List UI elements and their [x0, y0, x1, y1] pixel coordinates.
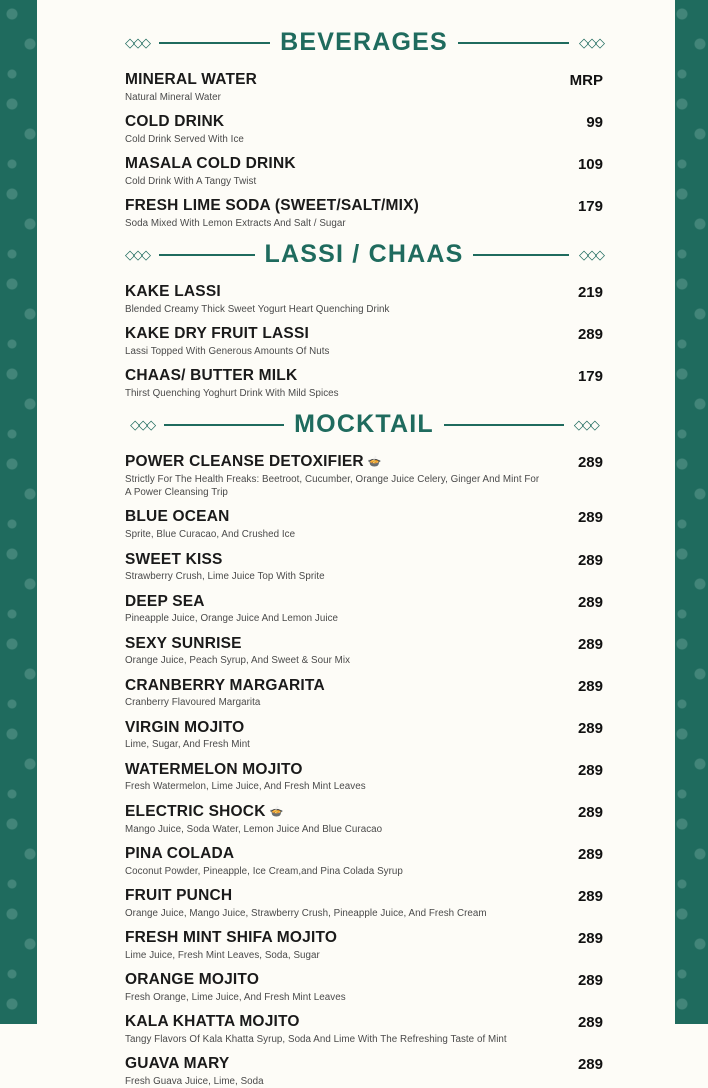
section-header: [125, 410, 603, 439]
menu-item-name: KAKE LASSI: [125, 283, 221, 301]
menu-item-description: Mango Juice, Soda Water, Lemon Juice And Blue Curacao: [125, 823, 383, 835]
menu-item-description: Sprite, Blue Curacao, And Crushed Ice: [125, 529, 296, 541]
section-rule-right: [444, 424, 564, 426]
menu-item-text: [125, 508, 557, 541]
menu-item: [125, 971, 603, 1004]
menu-item-text: [125, 761, 557, 794]
menu-item-description: Pineapple Juice, Orange Juice And Lemon Juice: [125, 613, 339, 625]
menu-item: [125, 508, 603, 541]
menu-item-price: MRP: [569, 72, 603, 89]
menu-item-name: MINERAL WATER: [125, 71, 258, 88]
menu-item-description: Natural Mineral Water: [125, 91, 221, 103]
menu-item-price: 289: [577, 845, 603, 863]
menu-item-price: 99: [586, 114, 603, 132]
menu-item-text: [125, 719, 557, 752]
menu-item-text: [125, 113, 557, 146]
left-decorative-border: [0, 0, 42, 1024]
menu-item: [125, 453, 603, 499]
menu-item-name-row: [125, 845, 543, 863]
menu-item-text: [125, 677, 557, 710]
menu-item-price: 289: [577, 803, 603, 821]
menu-item: [125, 929, 603, 962]
menu-item-name: ORANGE MOJITO: [125, 970, 260, 988]
section-rule-left: [159, 254, 255, 256]
menu-item-price: 289: [577, 593, 603, 611]
menu-item-description: Cold Drink With A Tangy Twist: [125, 175, 257, 187]
menu-item: [125, 803, 603, 836]
menu-item-text: [125, 551, 557, 584]
menu-item-price: 179: [577, 368, 603, 386]
menu-item: [125, 887, 603, 920]
menu-item-name-row: [125, 1013, 543, 1031]
diamond-ornament-icon: ◇◇◇: [125, 247, 149, 263]
menu-item-name: SWEET KISS: [125, 550, 223, 568]
menu-item-name: WATERMELON MOJITO: [125, 760, 303, 778]
menu-item-description: Soda Mixed With Lemon Extracts And Salt / Sugar: [125, 217, 346, 229]
left-border-edge: [37, 0, 42, 1024]
menu-item: [125, 197, 603, 230]
menu-item: [125, 719, 603, 752]
menu-item: [125, 845, 603, 878]
menu-item-name-row: [125, 635, 543, 653]
menu-item: [125, 113, 603, 146]
menu-item-description: Blended Creamy Thick Sweet Yogurt Heart Quenching Drink: [125, 303, 390, 315]
menu-item-price: 289: [577, 971, 603, 989]
menu-item-text: [125, 971, 557, 1004]
menu-item-description: Cranberry Flavoured Margarita: [125, 697, 261, 709]
menu-item-name-row: [125, 803, 543, 821]
chef-special-icon: 🍲: [269, 805, 284, 818]
diamond-ornament-icon: ◇◇◇: [130, 417, 155, 433]
menu-item: [125, 551, 603, 584]
menu-item-text: [125, 1055, 557, 1088]
menu-item-description: Strictly For The Health Freaks: Beetroot, Cucumber, Orange Juice Celery, Ginger And Mint For A Power Cleansing Trip: [125, 474, 540, 499]
menu-item-text: [125, 453, 557, 499]
menu-item-description: Orange Juice, Peach Syrup, And Sweet & Sour Mix: [125, 655, 351, 667]
menu-item-text: [125, 155, 557, 188]
menu-item-description: Cold Drink Served With Ice: [125, 133, 244, 145]
menu-item-price: 289: [577, 454, 603, 472]
menu-item-description: Fresh Guava Juice, Lime, Soda: [125, 1075, 264, 1087]
menu-item: [125, 593, 603, 626]
section-title: MOCKTAIL: [294, 410, 434, 439]
menu-item-name-row: [125, 929, 543, 947]
right-border-edge: [670, 0, 675, 1024]
menu-item-name: KAKE DRY FRUIT LASSI: [125, 325, 309, 343]
menu-section: [125, 240, 603, 400]
menu-item-name-row: [125, 155, 543, 173]
menu-item-name-row: [125, 887, 543, 905]
diamond-ornament-icon: ◇◇◇: [579, 247, 604, 263]
menu-item-text: [125, 635, 557, 668]
menu-item-description: Lassi Topped With Generous Amounts Of Nuts: [125, 345, 330, 357]
section-header: [125, 28, 603, 57]
menu-item-name-row: [125, 325, 543, 343]
menu-item-name-row: [125, 113, 543, 131]
menu-item-name: COLD DRINK: [125, 113, 225, 131]
diamond-ornament-icon: ◇◇◇: [579, 35, 604, 50]
menu-item-text: [125, 929, 557, 962]
menu-item-name-row: [125, 453, 543, 471]
menu-item-name: SEXY SUNRISE: [125, 634, 242, 652]
menu-item-name: ELECTRIC SHOCK: [125, 802, 266, 820]
menu-item-name: FRUIT PUNCH: [125, 886, 233, 904]
menu-item-price: 289: [577, 761, 603, 779]
menu-item-text: [125, 325, 557, 358]
menu-item-description: Strawberry Crush, Lime Juice Top With Sprite: [125, 571, 325, 583]
menu-item: [125, 635, 603, 668]
menu-item-name-row: [125, 971, 543, 989]
menu-item-price: 109: [577, 156, 603, 174]
diamond-ornament-icon: ◇◇◇: [125, 35, 149, 50]
menu-item: [125, 155, 603, 188]
menu-item-description: Coconut Powder, Pineapple, Ice Cream,and Pina Colada Syrup: [125, 865, 403, 877]
menu-item-description: Fresh Watermelon, Lime Juice, And Fresh Mint Leaves: [125, 781, 366, 793]
menu-item: [125, 325, 603, 358]
menu-item-price: 179: [577, 198, 603, 216]
section-rule-left: [164, 424, 284, 426]
menu-item-price: 219: [577, 284, 603, 302]
menu-item-name: GUAVA MARY: [125, 1054, 230, 1072]
pattern-texture-right: [670, 0, 708, 1024]
menu-item-name-row: [125, 761, 543, 779]
menu-item-price: 289: [577, 551, 603, 569]
menu-item-description: Orange Juice, Mango Juice, Strawberry Crush, Pineapple Juice, And Fresh Cream: [125, 907, 487, 919]
menu-item-name: POWER CLEANSE DETOXIFIER: [125, 453, 364, 471]
menu-item: [125, 367, 603, 400]
menu-item-name-row: [125, 367, 543, 385]
menu-item-text: [125, 1013, 557, 1046]
section-rule-right: [473, 254, 569, 256]
menu-item-text: [125, 845, 557, 878]
menu-content: [47, 0, 665, 1087]
menu-item-name-row: [125, 719, 543, 737]
menu-item-text: [125, 367, 557, 400]
menu-item: [125, 283, 603, 316]
menu-section: [125, 28, 603, 230]
section-rule-right: [458, 42, 569, 44]
menu-item-description: Fresh Orange, Lime Juice, And Fresh Mint Leaves: [125, 991, 346, 1003]
menu-item-price: 289: [577, 326, 603, 344]
menu-item-name-row: [125, 677, 543, 695]
menu-item-name: CRANBERRY MARGARITA: [125, 676, 325, 694]
diamond-ornament-icon: ◇◇◇: [573, 417, 598, 433]
menu-item-name-row: [125, 71, 543, 89]
menu-item-name: CHAAS/ BUTTER MILK: [125, 367, 298, 385]
menu-item-text: [125, 283, 557, 316]
menu-item-name: MASALA COLD DRINK: [125, 155, 296, 173]
menu-item: [125, 761, 603, 794]
menu-item-name: KALA KHATTA MOJITO: [125, 1012, 300, 1030]
menu-item-name: FRESH LIME SODA (SWEET/SALT/MIX): [125, 197, 420, 215]
pattern-texture-left: [0, 0, 42, 1024]
menu-item-description: Lime Juice, Fresh Mint Leaves, Soda, Sugar: [125, 949, 320, 961]
menu-item: [125, 71, 603, 104]
menu-item-name: PINA COLADA: [125, 844, 235, 862]
menu-item-name-row: [125, 508, 543, 526]
chef-special-icon: 🍲: [367, 456, 382, 469]
menu-item-name-row: [125, 1055, 543, 1073]
menu-item-description: Lime, Sugar, And Fresh Mint: [125, 739, 250, 751]
menu-item-name-row: [125, 593, 543, 611]
menu-item-price: 289: [577, 719, 603, 737]
menu-item-name-row: [125, 197, 543, 215]
menu-item: [125, 1013, 603, 1046]
menu-item-text: [125, 887, 557, 920]
menu-item-name: BLUE OCEAN: [125, 508, 230, 526]
menu-item-name: VIRGIN MOJITO: [125, 718, 245, 736]
menu-item-name: FRESH MINT SHIFA MOJITO: [125, 928, 338, 946]
menu-item-description: Thirst Quenching Yoghurt Drink With Mild Spices: [125, 388, 339, 399]
menu-item-price: 289: [577, 1055, 603, 1073]
menu-item-name: DEEP SEA: [125, 592, 205, 610]
section-title: BEVERAGES: [280, 28, 448, 56]
section-header: [125, 240, 603, 269]
menu-item: [125, 677, 603, 710]
menu-item-price: 289: [577, 509, 603, 527]
menu-item-text: [125, 197, 557, 230]
right-decorative-border: [670, 0, 708, 1024]
menu-section: [125, 410, 603, 1088]
menu-item-price: 289: [577, 677, 603, 695]
menu-item-price: 289: [577, 929, 603, 947]
menu-item-price: 289: [577, 635, 603, 653]
menu-item-price: 289: [577, 887, 603, 905]
menu-item-name-row: [125, 551, 543, 569]
menu-item-price: 289: [577, 1013, 603, 1031]
menu-item: [125, 1055, 603, 1088]
menu-item-text: [125, 803, 557, 836]
menu-item-text: [125, 71, 557, 104]
menu-item-text: [125, 593, 557, 626]
menu-item-description: Tangy Flavors Of Kala Khatta Syrup, Soda And Lime With The Refreshing Taste of Mint: [125, 1033, 507, 1045]
section-title: LASSI / CHAAS: [264, 240, 464, 269]
menu-item-name-row: [125, 283, 543, 301]
section-rule-left: [159, 42, 270, 44]
